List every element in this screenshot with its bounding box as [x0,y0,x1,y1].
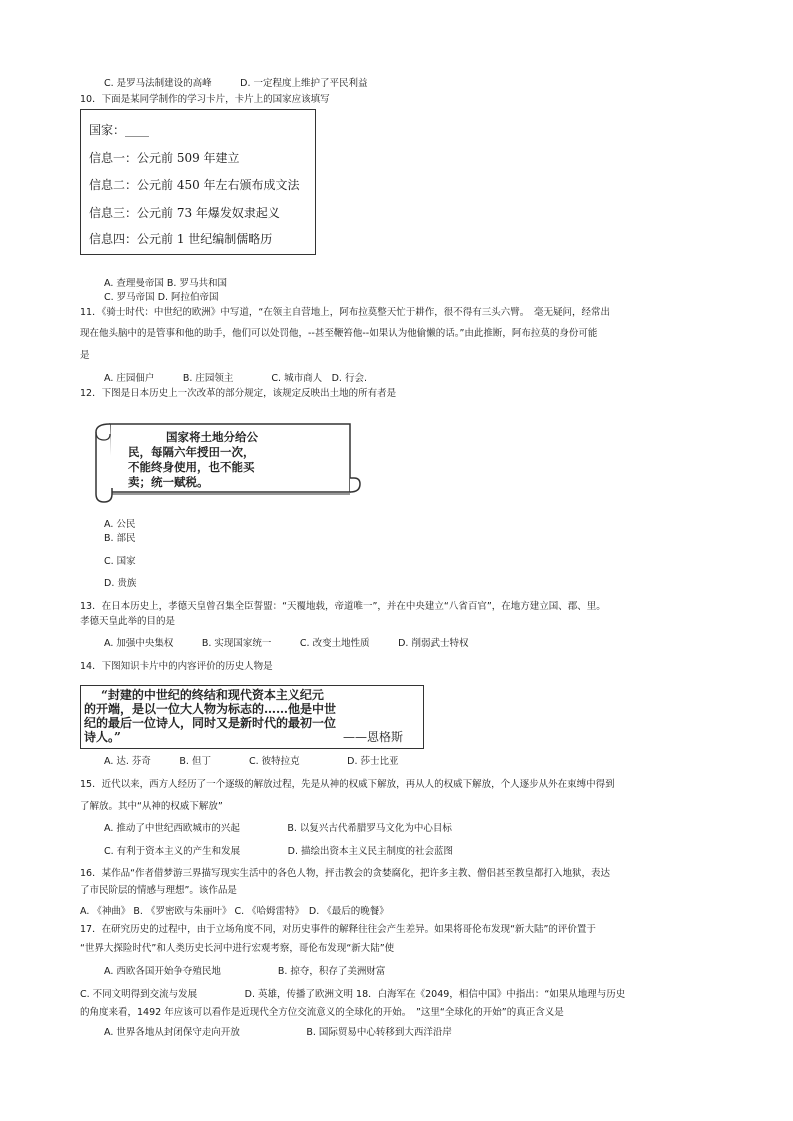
q11-stem-3: 是 [80,350,90,361]
q16-stem-2: 了市民阶层的情感与理想”。该作品是 [80,885,237,896]
q18-stem-2: 的角度来看，1492 年应该可以看作是近现代全方位交流意义的全球化的开始。 ”这里“全球化的开始”的真正含义是 [80,1007,564,1018]
study-card [80,109,316,255]
q16-options: A. 《神曲》 B. 《罗密欧与朱丽叶》 C. 《哈姆雷特》 D. 《最后的晚餐》 [80,906,389,917]
quote-line-3: 纪的最后一位诗人，同时又是新时代的最初一位 [84,716,337,730]
q17-stem-2: “世界大探险时代”和人类历史长河中进行宏观考察，哥伦布发现“新大陆”使 [80,943,395,954]
quote-line-2: 的开端，是以一位大人物为标志的……他是中世 [84,702,337,716]
q12-option-b: B. 部民 [104,533,136,544]
q11-options: A. 庄园佃户 B. 庄园领主 C. 城市商人 D. 行会. [104,373,367,384]
q14-options: A. 达. 芬奇 B. 但丁 C. 彼特拉克 D. 莎士比亚 [104,756,399,767]
card-info-4: 信息四：公元前 1 世纪编制儒略历 [89,232,273,246]
scroll-illustration [88,418,364,506]
q13-stem-2: 孝德天皇此举的目的是 [80,616,176,627]
card-info-1: 信息一：公元前 509 年建立 [89,151,240,165]
card-info-3: 信息三：公元前 73 年爆发奴隶起义 [89,206,280,220]
q15-stem-2: 了解放。其中“从神的权威下解放” [80,801,223,812]
quote-source: ——恩格斯 [343,730,404,744]
q11-stem-2: 现在他头脑中的是管事和他的助手，他们可以处罚他，--甚至鞭笞他--如果认为他偷懒的话。”由此推断，阿布拉莫的身份可能 [80,328,598,339]
q10-options-cd: C. 罗马帝国 D. 阿拉伯帝国 [104,292,219,303]
q12-option-a: A. 公民 [104,519,136,530]
q12-option-c: C. 国家 [104,556,136,567]
q13-stem-1: 13．在日本历史上，孝德天皇曾召集全臣誓盟：“天覆地载，帝道唯一”，并在中央建立“八省百官”，在地方建立国、郡、里。 [80,601,606,612]
q18-options-ab: A. 世界各地从封闭保守走向开放 B. 国际贸易中心转移到大西洋沿岸 [104,1027,452,1038]
q17-options-ab: A. 西欧各国开始争夺殖民地 B. 掠夺，积存了美洲财富 [104,966,386,977]
quote-line-1: “封建的中世纪的终结和现代资本主义纪元 [101,688,324,702]
card-country: 国家：____ [89,123,150,137]
scroll-line-4: 卖；统一赋税。 [128,475,209,489]
q13-options: A. 加强中央集权 B. 实现国家统一 C. 改变土地性质 D. 削弱武士特权 [104,638,469,649]
q12-stem: 12．下图是日本历史上一次改革的部分规定，该规定反映出土地的所有者是 [80,388,397,399]
q12-option-d: D. 贵族 [104,578,137,589]
q17-stem-1: 17．在研究历史的过程中，由于立场角度不同，对历史事件的解释往往会产生差异。如果将哥伦布发现“新大陆”的评价置于 [80,924,596,935]
quote-line-4: 诗人。” [84,730,121,744]
card-info-2: 信息二：公元前 450 年左右颁布成文法 [89,178,300,192]
q17-options-cd-q18-stem: C. 不同文明得到交流与发展 D. 英雄，传播了欧洲文明 18．白海军在《2049，相信中国》中指出：“如果从地理与历史 [80,989,626,1000]
scroll-line-3: 不能终身使用，也不能买 [128,460,255,474]
q16-stem-1: 16．某作品“作者借梦游三界描写现实生活中的各色人物，抨击教会的贪婪腐化，把许多主教、僧侣甚至教皇都打入地狱，表达 [80,868,611,879]
q15-stem-1: 15．近代以来，西方人经历了一个逐级的解放过程，先是从神的权威下解放，再从人的权威下解放，个人逐步从外在束缚中得到 [80,779,615,790]
q15-options-cd: C. 有利于资本主义的产生和发展 D. 描绘出资本主义民主制度的社会蓝图 [104,846,454,857]
q10-stem: 10．下面是某同学制作的学习卡片，卡片上的国家应该填写 [80,94,330,105]
scroll-line-2: 民，每隔六年授田一次， [128,445,255,459]
q14-stem: 14．下图知识卡片中的内容评价的历史人物是 [80,661,273,672]
quote-card [80,685,424,749]
q15-options-ab: A. 推动了中世纪西欧城市的兴起 B. 以复兴古代希腊罗马文化为中心目标 [104,823,452,834]
q11-stem-1: 11．《骑士时代：中世纪的欧洲》中写道，“在领主自营地上，阿布拉莫整天忙于耕作，很不得有三头六臂。 毫无疑问，经常出 [80,307,611,318]
scroll-line-1: 国家将土地分给公 [166,430,258,444]
q10-options-ab: A. 查理曼帝国 B. 罗马共和国 [104,278,227,289]
q9-options-cd: C. 是罗马法制建设的高峰 D. 一定程度上维护了平民利益 [104,78,368,89]
